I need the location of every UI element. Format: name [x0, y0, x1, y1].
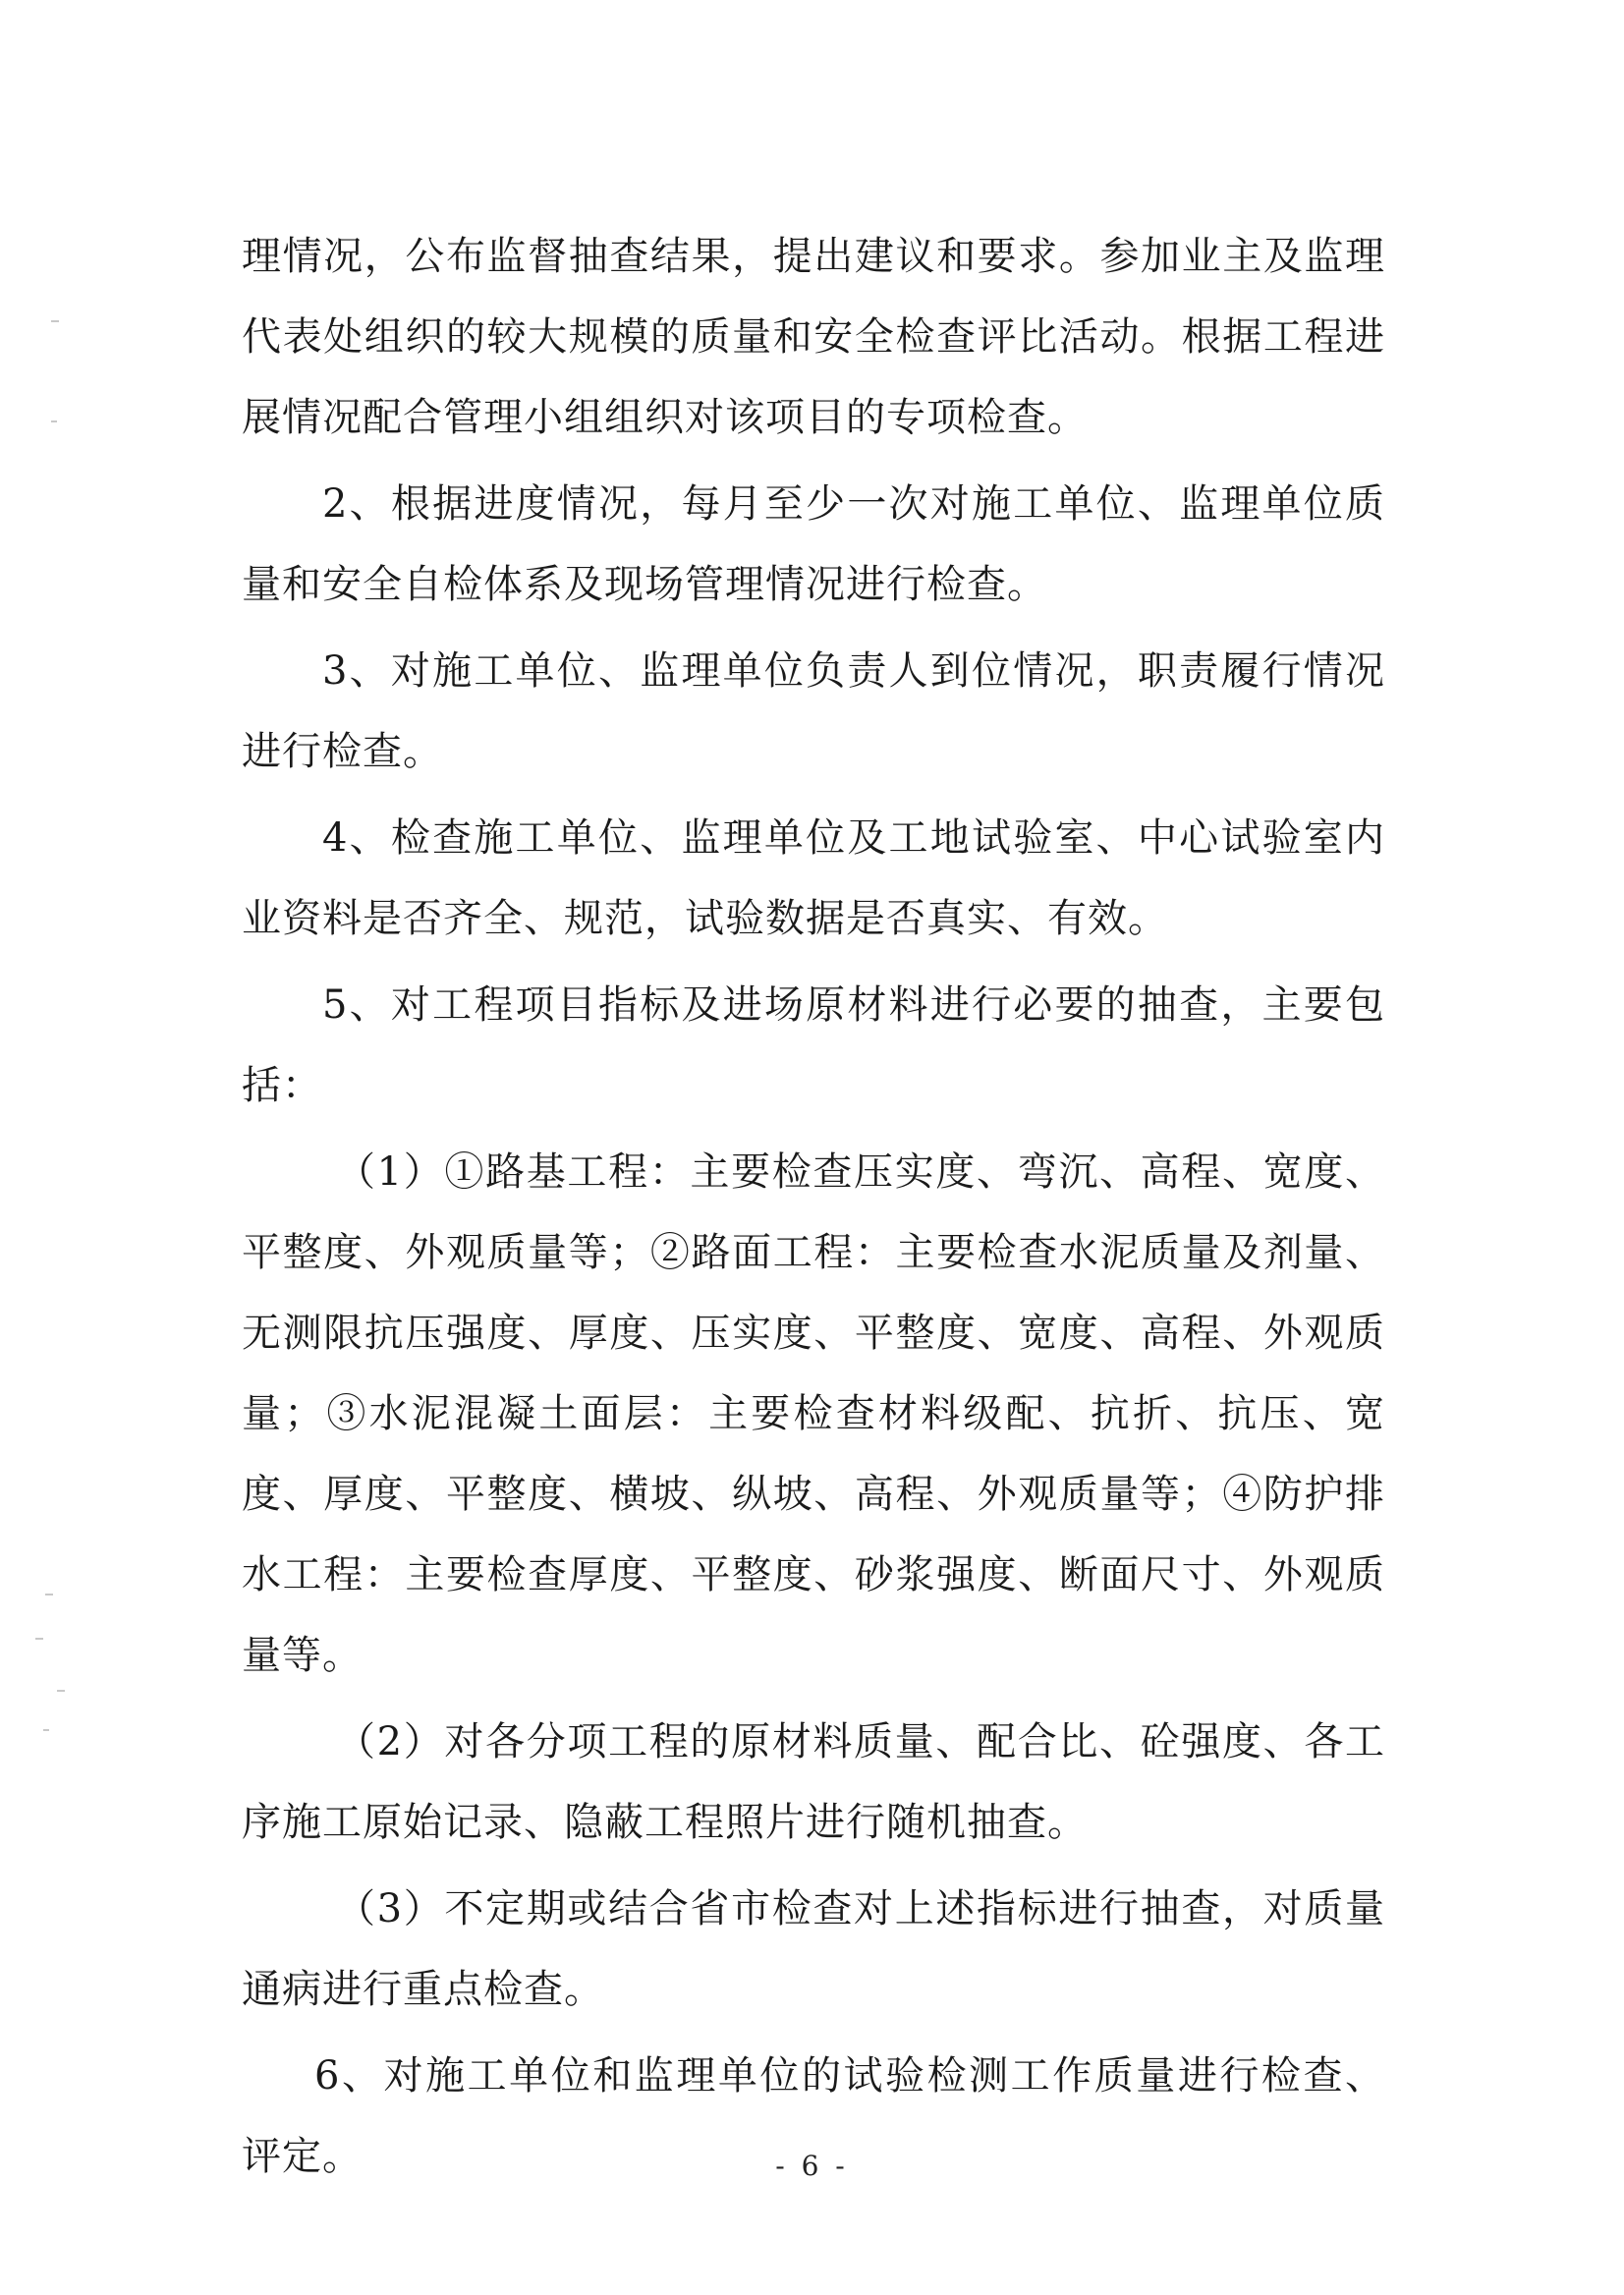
scan-artifact — [57, 1690, 65, 1692]
page-number: - 6 - — [775, 2150, 849, 2182]
paragraph-item-5: 5、对工程项目指标及进场原材料进行必要的抽查，主要包括： — [242, 982, 1385, 1108]
paragraph-subitem-1: （1）①路基工程：主要检查压实度、弯沉、高程、宽度、平整度、外观质量等；②路面工程：主要检查水泥质量及剂量、无测限抗压强度、厚度、压实度、平整度、宽度、高程、外观质量；③水泥混凝土面层：主要检查材料级配、抗折、抗压、宽度、厚度、平整度、横坡、纵坡、高程、外观质量等；④防护排水工程：主要检查厚度、平整度、砂浆强度、断面尺寸、外观质量等。 — [242, 1149, 1385, 1678]
paragraph-subitem-2: （2）对各分项工程的原材料质量、配合比、砼强度、各工序施工原始记录、隐蔽工程照片进行随机抽查。 — [242, 1719, 1385, 1845]
paragraph-continuation: 理情况，公布监督抽查结果，提出建议和要求。参加业主及监理代表处组织的较大规模的质量和安全检查评比活动。根据工程进展情况配合管理小组组织对该项目的专项检查。 — [242, 234, 1385, 440]
scan-artifact — [35, 1638, 43, 1640]
scan-artifact — [51, 420, 57, 422]
scan-artifact — [43, 1729, 49, 1731]
paragraph-item-3: 3、对施工单位、监理单位负责人到位情况，职责履行情况进行检查。 — [242, 648, 1385, 774]
paragraph-subitem-3: （3）不定期或结合省市检查对上述指标进行抽查，对质量通病进行重点检查。 — [242, 1886, 1385, 2012]
document-body — [242, 216, 1385, 2197]
scan-artifact — [51, 320, 59, 322]
paragraph-item-2: 2、根据进度情况，每月至少一次对施工单位、监理单位质量和安全自检体系及现场管理情况进行检查。 — [242, 481, 1385, 607]
paragraph-item-6: 6、对施工单位和监理单位的试验检测工作质量进行检查、评定。 — [242, 2053, 1385, 2179]
scan-artifact — [45, 1594, 53, 1595]
paragraph-item-4: 4、检查施工单位、监理单位及工地试验室、中心试验室内业资料是否齐全、规范，试验数据是否真实、有效。 — [242, 815, 1385, 941]
